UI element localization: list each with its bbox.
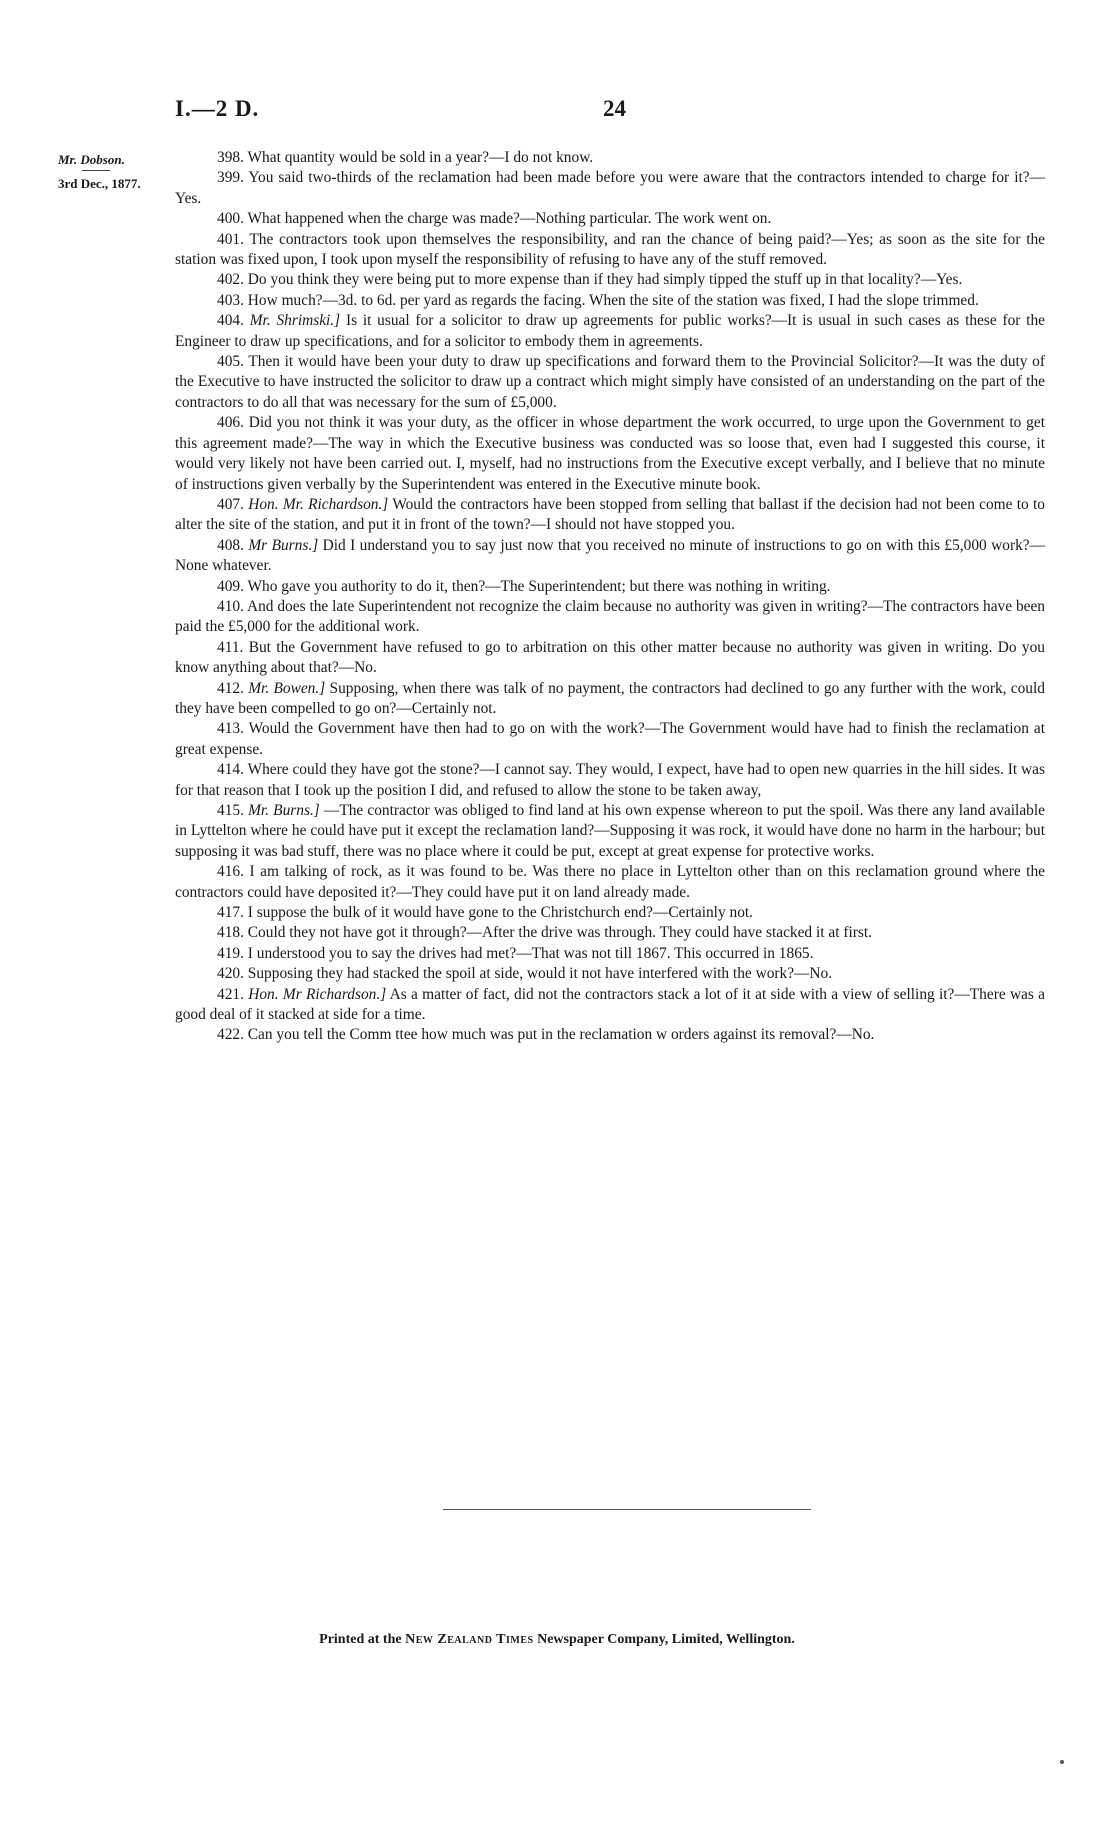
scan-speck (1060, 1760, 1064, 1764)
question-number: 406. (217, 414, 244, 432)
question-number: 409. (217, 577, 244, 595)
question-answer-text: Where could they have got the stone?—I cannot say. They would, I expect, have had to open new quarries in the hill sides. It was for that reason that I took up the position I did, and refused to allow the stone to be taken away, (175, 761, 1045, 799)
question-answer-text: How much?—3d. to 6d. per yard as regards the facing. When the site of the station was fixed, I had the slope trimmed. (247, 291, 979, 309)
question-number: 411. (217, 638, 244, 656)
question-answer-text: The contractors took upon themselves the responsibility, and ran the chance of being paid?—Yes; as soon as the site for the station was fixed upon, I took upon myself the responsibility of refusing to have any of the stuff removed. (175, 230, 1045, 269)
question-number: 419. (217, 944, 244, 962)
question-number: 408. (217, 536, 244, 554)
printer-imprint (0, 1632, 1114, 1648)
examiner-name: Mr Burns.] (248, 536, 319, 554)
question-answer-text: Supposing they had stacked the spoil at side, would it not have interfered with the work?—No. (247, 965, 833, 983)
question-number: 415. (217, 802, 244, 819)
question-number: 417. (217, 904, 244, 922)
testimony-body (175, 148, 1045, 1046)
question-answer-text: Who gave you authority to do it, then?—The Superintendent; but there was nothing in writing. (247, 577, 831, 595)
testimony-entry (175, 495, 1045, 536)
imprint-suffix: Newspaper Company, Limited, Wellington. (537, 1632, 795, 1647)
question-number: 412. (217, 679, 244, 697)
imprint-prefix: Printed at the (319, 1632, 402, 1647)
testimony-entry (175, 719, 1045, 760)
examiner-name: Hon. Mr Richardson.] (248, 985, 387, 1003)
margin-witness-name: Mr. Dobson. (58, 152, 125, 167)
testimony-entry (175, 801, 1045, 862)
margin-date: 3rd Dec., 1877. (58, 176, 141, 191)
question-answer-text: I am talking of rock, as it was found to be. Was there no place in Lyttelton other than on this reclamation ground where the contractors could have deposited it?—They could have put it on land already made. (175, 863, 1045, 901)
question-answer-text: —The contractor was obliged to find land at his own expense whereon to put the spoil. Was there any land available in Lyttelton where he could have put it except the reclamation land?—Supposing it was rock, it would have done no harm in the harbour; but supposing it was bad stuff, there was no place where it could be put, except at great expense for protective works. (175, 802, 1045, 860)
testimony-entry (175, 311, 1045, 352)
testimony-entry (175, 270, 1045, 290)
testimony-entry (175, 638, 1045, 679)
question-answer-text: Then it would have been your duty to draw up specifications and forward them to the Provincial Solicitor?—It was the duty of the Executive to have instructed the solicitor to draw up a contract which might simply have consisted of an understanding on the part of the contractors to do all that was necessary for the sum of £5,000. (175, 353, 1045, 411)
testimony-entry (175, 148, 1045, 168)
testimony-entry (175, 1025, 1045, 1045)
question-answer-text: Did you not think it was your duty, as the officer in whose department the work occurred, to urge upon the Government to get this agreement made?—The way in which the Executive business was conducted was so loose that, even had I suggested this course, it would very likely not have been carried out. I, myself, had no instructions from the Executive except verbally, and I believe that no minute of instructions given verbally by the Superintendent was entered in the Executive minute book. (175, 414, 1045, 493)
question-number: 398. (217, 149, 244, 166)
question-answer-text: As a matter of fact, did not the contractors stack a lot of it at side with a view of selling it?—There was a good deal of it stacked at side for a time. (175, 985, 1045, 1024)
end-rule (443, 1509, 811, 1510)
question-answer-text: Is it usual for a solicitor to draw up agreements for public works?—It is usual in such cases as these for the Engineer to draw up specifications, and for a solicitor to embody them in agreements. (175, 312, 1045, 350)
testimony-entry (175, 903, 1045, 923)
question-number: 403. (217, 291, 244, 309)
question-number: 413. (217, 720, 244, 738)
question-answer-text: Could they not have got it through?—After the drive was through. They could have stacked it at first. (247, 924, 872, 942)
examiner-name: Mr. Shrimski.] (249, 312, 341, 330)
testimony-entry (175, 944, 1045, 964)
imprint-newspaper-name: New Zealand Times (405, 1632, 534, 1647)
question-answer-text: What quantity would be sold in a year?—I do not know. (247, 149, 594, 166)
testimony-entry (175, 291, 1045, 311)
question-number: 399. (217, 169, 244, 187)
question-number: 400. (217, 210, 244, 228)
testimony-entry (175, 209, 1045, 229)
question-answer-text: And does the late Superintendent not recognize the claim because no authority was given in writing?—The contractors have been paid the £5,000 for the additional work. (175, 597, 1045, 636)
question-answer-text: Supposing, when there was talk of no payment, the contractors had declined to go any further with the work, could they have been compelled to go on?—Certainly not. (175, 679, 1045, 717)
question-number: 402. (217, 271, 244, 289)
testimony-entry (175, 923, 1045, 943)
question-number: 404. (217, 312, 244, 330)
question-answer-text: But the Government have refused to go to arbitration on this other matter because no authority was given in writing. Do you know anything about that?—No. (175, 638, 1045, 677)
page-header (175, 96, 1045, 130)
question-answer-text: I suppose the bulk of it would have gone to the Christchurch end?—Certainly not. (247, 904, 754, 922)
examiner-name: Mr. Burns.] (248, 802, 320, 819)
testimony-entry (175, 862, 1045, 903)
testimony-entry (175, 760, 1045, 801)
testimony-entry (175, 679, 1045, 720)
margin-divider (82, 170, 110, 171)
testimony-entry (175, 352, 1045, 413)
testimony-entry (175, 413, 1045, 495)
question-answer-text: Did I understand you to say just now that you received no minute of instructions to go on with this £5,000 work?—None whatever. (175, 536, 1045, 575)
question-number: 416. (217, 863, 244, 881)
question-answer-text: What happened when the charge was made?—Nothing particular. The work went on. (247, 210, 772, 228)
examiner-name: Hon. Mr. Richardson.] (248, 495, 389, 513)
testimony-entry (175, 230, 1045, 271)
question-answer-text: Would the Government have then had to go on with the work?—The Government would have had to finish the reclamation at great expense. (175, 720, 1045, 758)
question-number: 418. (217, 924, 244, 942)
question-answer-text: Do you think they were being put to more expense than if they had simply tipped the stuff up in that locality?—Yes. (247, 271, 963, 289)
question-answer-text: Can you tell the Comm ttee how much was put in the reclamation w orders against its removal?—No. (247, 1026, 875, 1044)
page-number: 24 (603, 96, 626, 121)
question-number: 422. (217, 1026, 244, 1044)
question-number: 407. (217, 495, 244, 513)
question-answer-text: Would the contractors have been stopped from selling that ballast if the decision had not been come to to alter the site of the station, and put it in front of the town?—I should not have stopped you. (175, 495, 1045, 534)
question-number: 401. (217, 230, 244, 248)
testimony-entry (175, 536, 1045, 577)
question-answer-text: I understood you to say the drives had met?—That was not till 1867. This occurred in 1865. (247, 944, 814, 962)
question-number: 405. (217, 353, 244, 371)
question-number: 420. (217, 965, 244, 983)
question-number: 410. (217, 597, 244, 615)
testimony-entry (175, 577, 1045, 597)
document-reference: I.—2 D. (175, 96, 260, 121)
examiner-name: Mr. Bowen.] (248, 679, 326, 697)
question-number: 421. (217, 985, 244, 1003)
testimony-entry (175, 964, 1045, 984)
testimony-entry (175, 597, 1045, 638)
testimony-entry (175, 168, 1045, 209)
question-number: 414. (217, 761, 244, 779)
question-answer-text: You said two-thirds of the reclamation had been made before you were aware that the contractors intended to charge for it?—Yes. (175, 169, 1045, 207)
testimony-entry (175, 985, 1045, 1026)
